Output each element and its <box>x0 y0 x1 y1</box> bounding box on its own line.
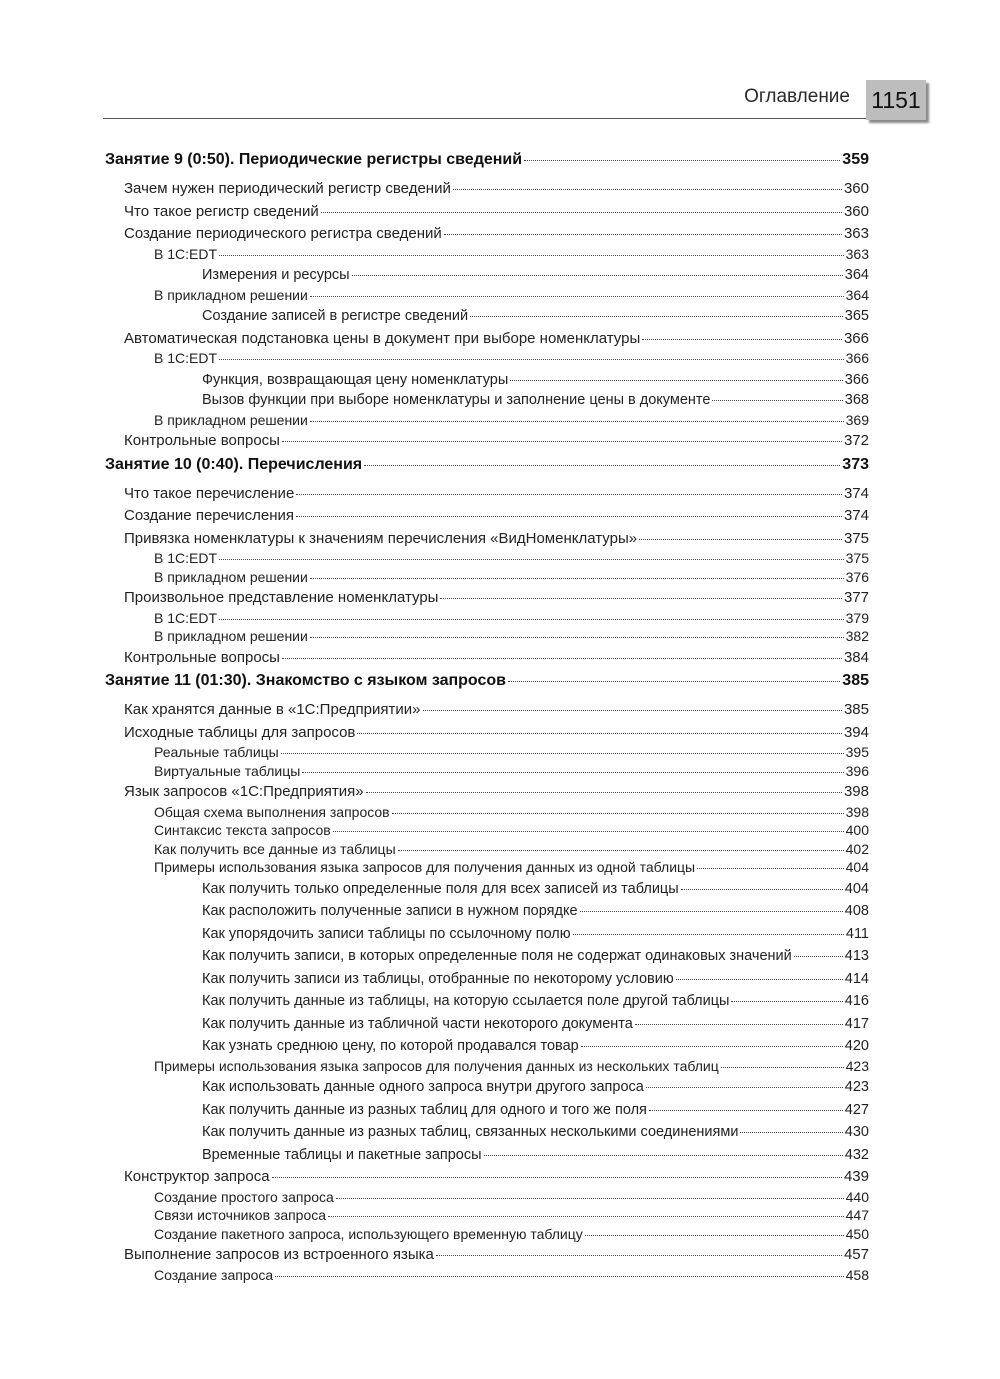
toc-entry-title: В прикладном решении <box>154 568 308 585</box>
table-of-contents <box>105 149 869 1284</box>
toc-entry-title: Как получить данные из табличной части некоторого документа <box>202 1015 633 1032</box>
toc-entry-title: В 1C:EDT <box>154 350 218 366</box>
toc-entry-page: 447 <box>845 1207 869 1223</box>
toc-entry-title: Как использовать данные одного запроса внутри другого запроса <box>202 1079 644 1095</box>
toc-entry[interactable] <box>105 1057 869 1076</box>
toc-entry-title: Вызов функции при выборе номенклатуры и заполнение цены в документе <box>202 392 711 408</box>
dot-leader <box>444 234 842 235</box>
dot-leader <box>282 658 842 659</box>
dot-leader <box>635 1024 843 1025</box>
toc-entry-page: 372 <box>843 432 869 449</box>
dot-leader <box>721 1067 844 1068</box>
toc-entry[interactable] <box>105 609 869 628</box>
dot-leader <box>794 956 843 957</box>
toc-entry-title: Создание простого запроса <box>154 1188 334 1205</box>
toc-entry-title: Примеры использования языка запросов для получения данных из нескольких таблиц <box>154 1057 719 1074</box>
toc-entry-title: Как получить записи из таблицы, отобранные по некоторому условию <box>202 970 674 987</box>
toc-entry-title: Зачем нужен периодический регистр сведений <box>124 180 451 197</box>
dot-leader <box>649 1110 843 1111</box>
toc-entry-page: 363 <box>845 245 869 262</box>
toc-entry-page: 384 <box>843 648 869 666</box>
toc-entry-page: 366 <box>844 371 869 388</box>
header-rule <box>103 118 866 119</box>
dot-leader <box>639 539 842 540</box>
dot-leader <box>423 710 842 711</box>
toc-entry[interactable] <box>105 627 869 646</box>
toc-entry-title: Как хранятся данные в «1С:Предприятии» <box>124 701 421 718</box>
toc-entry-title: Произвольное представление номенклатуры <box>124 589 439 606</box>
toc-entry[interactable] <box>105 858 869 877</box>
toc-entry[interactable] <box>105 529 869 550</box>
dot-leader <box>219 559 844 560</box>
toc-entry[interactable] <box>105 1100 869 1121</box>
toc-entry[interactable] <box>105 840 869 859</box>
toc-entry[interactable] <box>105 549 869 568</box>
toc-entry-page: 368 <box>844 392 869 408</box>
dot-leader <box>676 979 843 980</box>
toc-chapter-entry[interactable] <box>105 454 869 476</box>
toc-entry-page: 413 <box>844 948 869 964</box>
toc-entry-page: 360 <box>843 180 869 197</box>
toc-entry-title: Автоматическая подстановка цены в документ при выборе номенклатуры <box>124 329 641 347</box>
dot-leader <box>321 212 842 213</box>
toc-entry-page: 366 <box>843 329 869 347</box>
toc-entry-title: Занятие 11 (01:30). Знакомство с языком запросов <box>105 672 506 689</box>
dot-leader <box>642 339 842 340</box>
toc-entry[interactable] <box>105 588 869 609</box>
toc-entry[interactable] <box>105 506 869 527</box>
dot-leader <box>453 189 842 190</box>
toc-entry-page: 404 <box>845 859 869 875</box>
toc-entry-title: Занятие 10 (0:40). Перечисления <box>105 455 363 473</box>
page-number-badge: 1151 <box>866 80 926 120</box>
toc-entry-page: 394 <box>843 723 869 741</box>
toc-entry-page: 377 <box>843 589 869 606</box>
toc-entry-title: Язык запросов «1С:Предприятия» <box>124 783 364 800</box>
toc-entry-title: Функция, возвращающая цену номенклатуры <box>202 371 509 388</box>
dot-leader <box>296 494 842 495</box>
dot-leader <box>740 1132 842 1133</box>
toc-entry-page: 414 <box>844 970 869 987</box>
toc-chapter-entry[interactable] <box>105 670 869 692</box>
toc-entry-page: 379 <box>845 609 869 626</box>
dot-leader <box>508 681 840 682</box>
toc-entry-title: Привязка номенклатуры к значениям перечисления «ВидНоменклатуры» <box>124 529 638 547</box>
toc-entry[interactable] <box>105 723 869 744</box>
dot-leader <box>352 275 843 276</box>
toc-entry[interactable] <box>105 1266 869 1285</box>
toc-entry-page: 375 <box>845 550 869 566</box>
dot-leader <box>219 255 844 256</box>
toc-entry-page: 408 <box>844 903 869 919</box>
dot-leader <box>470 316 843 317</box>
toc-entry-page: 427 <box>844 1101 869 1118</box>
toc-entry[interactable] <box>105 879 869 900</box>
toc-entry-page: 398 <box>843 783 869 800</box>
toc-entry-page: 373 <box>842 455 869 473</box>
toc-entry[interactable] <box>105 1225 869 1244</box>
dot-leader <box>697 868 844 869</box>
toc-entry-page: 365 <box>844 308 869 324</box>
toc-entry-title: Как получить только определенные поля для всех записей из таблицы <box>202 880 679 897</box>
dot-leader <box>328 1216 844 1217</box>
toc-entry[interactable] <box>105 924 869 945</box>
toc-entry-title: Исходные таблицы для запросов <box>124 723 356 741</box>
dot-leader <box>484 1155 843 1156</box>
dot-leader <box>272 1177 842 1178</box>
running-header-title: Оглавление <box>744 86 850 107</box>
toc-entry-page: 400 <box>845 822 869 838</box>
dot-leader <box>310 637 844 638</box>
toc-entry-page: 363 <box>843 225 869 242</box>
toc-entry-page: 364 <box>845 286 869 303</box>
dot-leader <box>275 1276 843 1277</box>
toc-entry-title: Контрольные вопросы <box>124 648 280 666</box>
toc-entry-page: 402 <box>845 840 869 857</box>
toc-entry-page: 364 <box>844 267 869 283</box>
dot-leader <box>364 465 840 466</box>
toc-entry[interactable] <box>105 484 869 505</box>
toc-entry[interactable] <box>105 179 869 200</box>
dot-leader <box>281 753 844 754</box>
toc-entry[interactable] <box>105 1206 869 1225</box>
toc-entry[interactable] <box>105 431 869 452</box>
toc-entry-page: 404 <box>844 880 869 897</box>
dot-leader <box>302 772 843 773</box>
toc-entry-page: 450 <box>845 1225 869 1242</box>
dot-leader <box>392 813 844 814</box>
toc-entry[interactable] <box>105 390 869 411</box>
toc-entry-title: В 1C:EDT <box>154 245 218 262</box>
dot-leader <box>310 421 844 422</box>
dot-leader <box>366 792 842 793</box>
toc-entry-page: 398 <box>845 803 869 820</box>
toc-entry-page: 457 <box>843 1246 869 1263</box>
toc-entry-page: 359 <box>842 151 869 168</box>
toc-entry[interactable] <box>105 349 869 368</box>
toc-entry-title: Конструктор запроса <box>124 1168 270 1185</box>
toc-entry-title: Связи источников запроса <box>154 1207 327 1223</box>
toc-entry-title: Как упорядочить записи таблицы по ссылочному полю <box>202 925 571 942</box>
toc-entry-title: Что такое перечисление <box>124 484 295 502</box>
dot-leader <box>581 1046 843 1047</box>
toc-entry-title: Синтаксис текста запросов <box>154 822 331 838</box>
toc-entry[interactable] <box>105 411 869 430</box>
toc-entry[interactable] <box>105 743 869 762</box>
dot-leader <box>573 934 844 935</box>
toc-entry[interactable] <box>105 1245 869 1266</box>
toc-entry[interactable] <box>105 946 869 967</box>
toc-entry-page: 416 <box>844 993 869 1009</box>
toc-entry-title: Реальные таблицы <box>154 744 279 760</box>
toc-entry-title: Контрольные вопросы <box>124 432 280 449</box>
toc-entry-page: 385 <box>843 701 869 718</box>
toc-entry-title: Создание периодического регистра сведений <box>124 225 442 242</box>
toc-entry-title: Выполнение запросов из встроенного языка <box>124 1246 434 1263</box>
toc-entry-title: В прикладном решении <box>154 286 308 303</box>
toc-entry[interactable] <box>105 286 869 305</box>
dot-leader <box>310 296 844 297</box>
dot-leader <box>440 598 842 599</box>
toc-entry[interactable] <box>105 245 869 264</box>
toc-entry[interactable] <box>105 202 869 223</box>
toc-entry-page: 439 <box>843 1168 869 1185</box>
toc-entry-title: Измерения и ресурсы <box>202 267 350 283</box>
toc-entry-title: Создание перечисления <box>124 507 295 524</box>
toc-entry-page: 417 <box>844 1015 869 1032</box>
toc-entry[interactable] <box>105 224 869 245</box>
toc-entry-title: Общая схема выполнения запросов <box>154 803 390 820</box>
toc-chapter-entry[interactable] <box>105 149 869 171</box>
toc-entry-title: В 1C:EDT <box>154 550 218 566</box>
toc-entry-title: Создание записей в регистре сведений <box>202 308 469 324</box>
toc-entry-page: 385 <box>842 672 869 689</box>
toc-entry[interactable] <box>105 265 869 286</box>
toc-entry-page: 440 <box>845 1188 869 1205</box>
dot-leader <box>336 1198 844 1199</box>
toc-entry-title: Как узнать среднюю цену, по которой продавался товар <box>202 1038 579 1054</box>
toc-entry-page: 458 <box>845 1266 869 1283</box>
toc-entry-title: Что такое регистр сведений <box>124 202 319 220</box>
toc-entry[interactable] <box>105 782 869 803</box>
toc-entry[interactable] <box>105 1014 869 1035</box>
toc-entry-title: Как получить данные из таблицы, на которую ссылается поле другой таблицы <box>202 993 730 1009</box>
toc-entry-title: Временные таблицы и пакетные запросы <box>202 1146 482 1163</box>
toc-entry[interactable] <box>105 1145 869 1166</box>
toc-entry-page: 374 <box>843 507 869 524</box>
toc-entry-page: 420 <box>844 1038 869 1054</box>
toc-entry[interactable] <box>105 700 869 721</box>
toc-entry-title: Создание пакетного запроса, использующего временную таблицу <box>154 1225 583 1242</box>
toc-entry[interactable] <box>105 821 869 840</box>
toc-entry[interactable] <box>105 370 869 391</box>
dot-leader <box>310 578 844 579</box>
toc-entry-page: 395 <box>845 744 869 760</box>
toc-entry-title: Создание запроса <box>154 1266 274 1283</box>
dot-leader <box>219 359 844 360</box>
toc-entry[interactable] <box>105 803 869 822</box>
toc-entry-title: Занятие 9 (0:50). Периодические регистры сведений <box>105 151 523 168</box>
dot-leader <box>296 516 842 517</box>
toc-entry-page: 430 <box>844 1124 869 1140</box>
toc-entry-title: Как получить данные из разных таблиц, связанных несколькими соединениями <box>202 1124 739 1140</box>
toc-entry-title: В прикладном решении <box>154 411 308 428</box>
toc-entry-title: Как расположить полученные записи в нужном порядке <box>202 903 578 919</box>
dot-leader <box>219 619 844 620</box>
toc-entry-page: 374 <box>843 484 869 502</box>
dot-leader <box>524 160 840 161</box>
dot-leader <box>712 400 842 401</box>
toc-entry-title: В 1C:EDT <box>154 609 218 626</box>
toc-entry[interactable] <box>105 568 869 587</box>
dot-leader <box>333 831 844 832</box>
toc-entry[interactable] <box>105 1122 869 1143</box>
toc-entry-page: 366 <box>845 350 869 366</box>
dot-leader <box>436 1255 842 1256</box>
dot-leader <box>510 380 842 381</box>
toc-entry[interactable] <box>105 1077 869 1098</box>
dot-leader <box>681 889 843 890</box>
toc-entry[interactable] <box>105 969 869 990</box>
toc-entry-page: 360 <box>843 202 869 220</box>
dot-leader <box>398 850 844 851</box>
toc-entry[interactable] <box>105 762 869 781</box>
toc-entry-title: Как получить записи, в которых определенные поля не содержат одинаковых значений <box>202 948 792 964</box>
toc-entry-title: В прикладном решении <box>154 628 308 644</box>
toc-entry-page: 423 <box>845 1057 869 1074</box>
toc-entry[interactable] <box>105 991 869 1012</box>
toc-entry-page: 375 <box>843 529 869 547</box>
dot-leader <box>731 1001 842 1002</box>
toc-entry-page: 396 <box>845 762 869 779</box>
dot-leader <box>357 733 842 734</box>
toc-entry[interactable] <box>105 1188 869 1207</box>
dot-leader <box>585 1235 844 1236</box>
dot-leader <box>646 1087 843 1088</box>
toc-entry-page: 432 <box>844 1146 869 1163</box>
toc-entry[interactable] <box>105 329 869 350</box>
toc-entry-title: Как получить данные из разных таблиц для одного и того же поля <box>202 1101 647 1118</box>
toc-entry[interactable] <box>105 648 869 669</box>
toc-entry-title: Как получить все данные из таблицы <box>154 840 396 857</box>
toc-entry-title: Примеры использования языка запросов для получения данных из одной таблицы <box>154 859 696 875</box>
toc-entry[interactable] <box>105 306 869 327</box>
toc-entry-page: 376 <box>845 568 869 585</box>
toc-entry-page: 369 <box>845 411 869 428</box>
toc-entry-page: 423 <box>844 1079 869 1095</box>
dot-leader <box>282 441 842 442</box>
toc-entry-page: 382 <box>845 628 869 644</box>
dot-leader <box>580 911 843 912</box>
toc-entry[interactable] <box>105 1036 869 1057</box>
toc-entry-page: 411 <box>845 925 869 942</box>
toc-entry[interactable] <box>105 901 869 922</box>
toc-entry[interactable] <box>105 1167 869 1188</box>
toc-entry-title: Виртуальные таблицы <box>154 762 301 779</box>
